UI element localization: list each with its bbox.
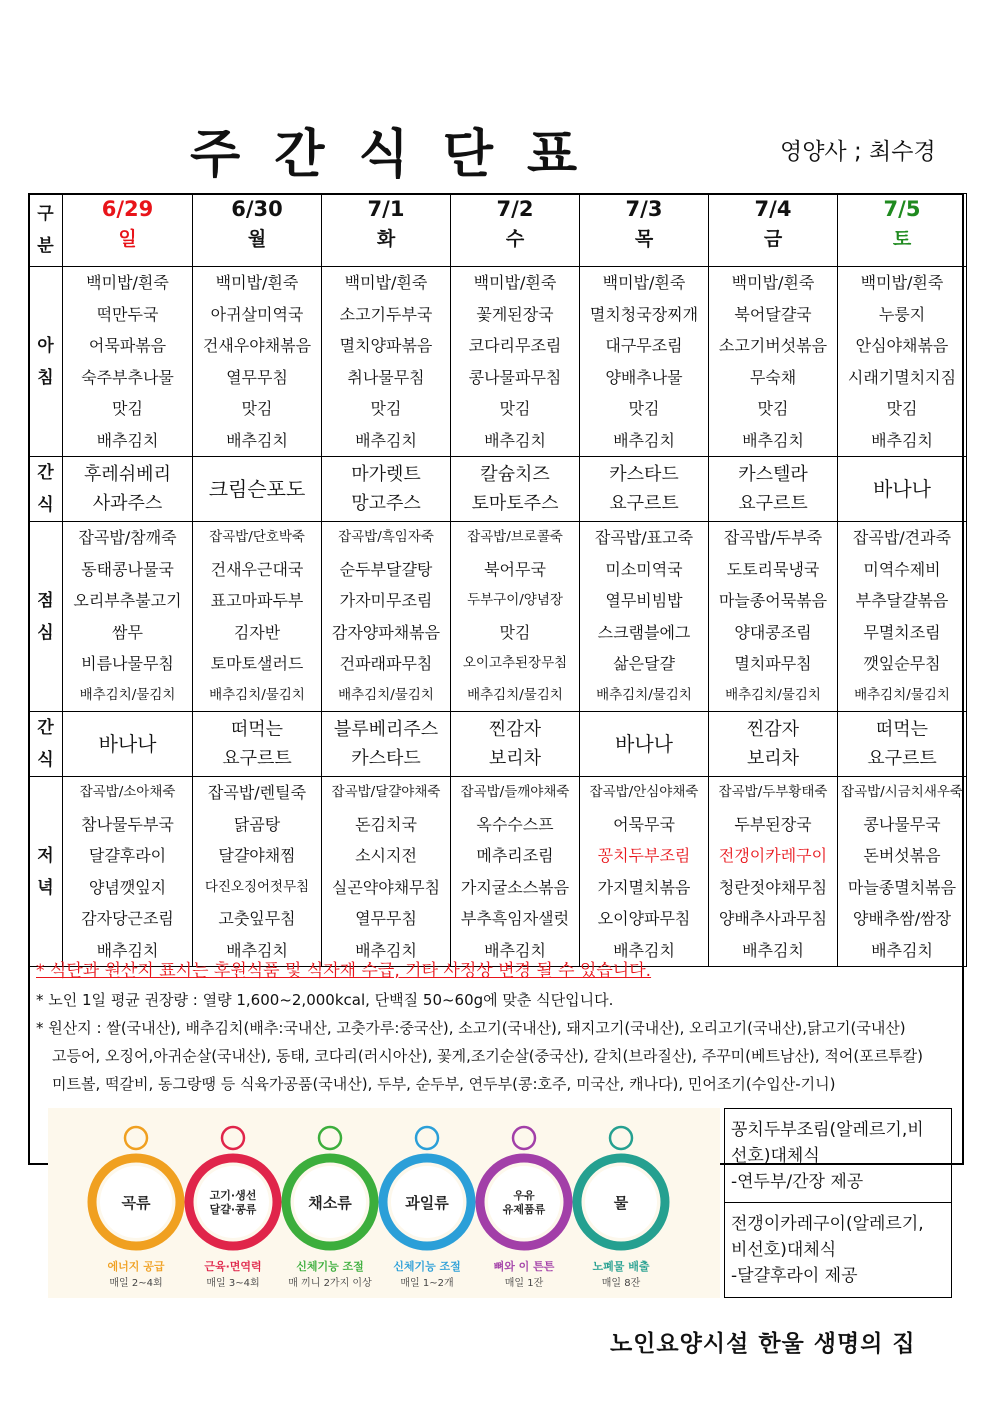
menu-item: 소고기두부국	[339, 304, 433, 324]
menu-item: 배추김치	[484, 940, 546, 960]
menu-item: 전갱이카레구이	[718, 846, 828, 865]
snack-item: 찐감자	[746, 719, 800, 740]
food-group-role: 신체기능 조절	[393, 1260, 461, 1273]
menu-item: 두부된장국	[734, 814, 812, 834]
menu-item: 마늘종어묵볶음	[718, 591, 828, 610]
menu-item: 꽃게된장국	[476, 304, 554, 324]
menu-item: 배추김치	[871, 430, 933, 450]
menu-item: 청란젓야채무침	[718, 877, 828, 897]
menu-item: 스크램블에그	[597, 622, 691, 642]
menu-item: 잡곡밥/참깨죽	[78, 528, 177, 547]
food-group-name: 과일류	[405, 1194, 449, 1212]
food-group-role: 에너지 공급	[107, 1260, 165, 1273]
menu-item: 다진오징어젓무침	[204, 878, 310, 895]
food-group-name: 채소류	[308, 1194, 352, 1212]
snack-item: 요구르트	[222, 748, 292, 769]
menu-item: 김자반	[233, 622, 281, 642]
snack-item: 크림슨포도	[208, 476, 306, 501]
menu-item: 열무무침	[226, 367, 288, 387]
menu-item: 양배추사과무침	[718, 909, 828, 928]
menu-item: 오이양파무침	[597, 909, 691, 928]
menu-item: 숙주부추나물	[81, 367, 174, 387]
menu-item: 돈버섯볶음	[863, 846, 941, 865]
substitute-item-0: 꽁치두부조림(알레르기,비 선호)대체식 -연두부/간장 제공	[725, 1109, 951, 1203]
menu-item: 메추리조림	[476, 846, 554, 865]
food-group-icon	[416, 1127, 438, 1149]
menu-item: 동태콩나물국	[81, 559, 174, 579]
menu-item: 잡곡밥/렌틸죽	[207, 783, 307, 802]
nutrition-note: * 노인 1일 평균 권장량 : 열량 1,600~2,000kcal, 단백질 50~60g에 맞춘 식단입니다.	[36, 991, 614, 1009]
menu-item: 배추김치/물김치	[209, 686, 305, 703]
snack-item: 떠먹는	[875, 719, 929, 740]
menu-item: 오리부추불고기	[73, 591, 182, 610]
day-col-5: 7/4 금	[709, 194, 838, 267]
snack1-label: 간 식	[29, 457, 63, 522]
menu-item: 건새우근대국	[210, 559, 304, 579]
food-group-role: 뼈와 이 튼튼	[493, 1260, 555, 1273]
menu-item: 돈김치국	[355, 814, 417, 834]
menu-item: 잡곡밥/안심야채죽	[589, 784, 699, 800]
food-group-frequency: 매일 3~4회	[206, 1278, 260, 1289]
snack-item: 카스타드	[609, 464, 679, 485]
food-group-role: 신체기능 조절	[296, 1260, 364, 1273]
menu-item: 부추달걀볶음	[855, 591, 949, 610]
menu-item: 배추김치	[226, 940, 288, 960]
food-group-frequency: 매일 1~2개	[400, 1278, 454, 1289]
menu-item: 배추김치/물김치	[338, 686, 434, 703]
menu-item: 북어달걀국	[734, 304, 812, 324]
snack-item: 사과주스	[92, 493, 163, 514]
food-group-disc	[197, 1166, 269, 1238]
food-groups-graphic	[48, 1108, 720, 1298]
menu-item: 코다리무조림	[468, 336, 562, 355]
food-group-name: 물	[613, 1194, 629, 1212]
dinner-label: 저 녁	[29, 777, 63, 967]
menu-item: 감자당근조림	[81, 909, 174, 928]
change-notice: * 식단과 원산지 표시는 후원식품 및 식자재 수급, 기타 사정상 변경 될 수 있습니다.	[36, 961, 652, 981]
substitute-box	[724, 1108, 952, 1298]
snack-item: 바나나	[615, 731, 673, 756]
menu-item: 멸치청국장찌개	[589, 304, 699, 324]
menu-item: 열무무침	[355, 909, 417, 928]
food-group-name: 곡류	[121, 1194, 151, 1212]
menu-item: 배추김치	[226, 430, 288, 450]
menu-item: 잡곡밥/두부황태죽	[718, 784, 828, 800]
food-group-frequency: 매일 1잔	[504, 1278, 544, 1289]
menu-item: 누룽지	[878, 304, 926, 324]
menu-item: 양대콩조림	[734, 622, 812, 642]
origin-note-3: 미트볼, 떡갈비, 동그랑땡 등 식육가공품(국내산), 두부, 순두부, 연두부(콩:호주, 미국산, 캐나다), 민어조기(수입산-기니)	[52, 1075, 836, 1093]
menu-item: 달걀후라이	[88, 846, 167, 865]
menu-item: 배추김치/물김치	[467, 686, 563, 703]
food-groups-figure	[48, 1108, 720, 1298]
menu-item: 건새우야채볶음	[202, 336, 312, 355]
menu-item: 맛김	[628, 399, 660, 418]
snack-item: 보리차	[746, 748, 800, 769]
menu-item: 맛김	[370, 399, 402, 418]
menu-item: 꽁치두부조림	[597, 846, 691, 865]
menu-item: 멸치파무침	[734, 654, 812, 673]
menu-item: 백미밥/흰죽	[602, 273, 686, 292]
menu-item: 아귀살미역국	[210, 304, 304, 324]
menu-item: 맛김	[757, 399, 789, 418]
snack-item: 카스텔라	[738, 464, 808, 485]
menu-item: 삶은달걀	[613, 654, 675, 673]
menu-item: 배추김치/물김치	[854, 686, 950, 703]
food-group-frequency: 매 끼니 2가지 이상	[288, 1278, 372, 1289]
menu-item: 배추김치	[96, 940, 159, 960]
snack-item: 망고주스	[351, 493, 421, 514]
menu-item: 표고마파두부	[210, 591, 304, 610]
menu-item: 백미밥/흰죽	[473, 273, 557, 292]
menu-item: 실곤약야채무침	[331, 877, 441, 897]
menu-item: 비름나물무침	[81, 654, 174, 673]
food-group-icon	[610, 1127, 632, 1149]
menu-item: 배추김치	[96, 430, 159, 450]
menu-item: 두부구이/양념장	[467, 592, 563, 608]
snack-item: 보리차	[488, 748, 542, 769]
menu-item: 배추김치/물김치	[596, 686, 692, 703]
menu-item: 어묵파볶음	[88, 336, 167, 355]
menu-item: 배추김치	[484, 430, 546, 450]
snack2-label: 간 식	[29, 712, 63, 777]
food-group-name: 우유	[513, 1189, 535, 1202]
menu-item: 잡곡밥/흑임자죽	[338, 529, 434, 545]
menu-item: 취나물무침	[347, 367, 425, 387]
food-group-disc	[488, 1166, 560, 1238]
menu-item: 오이고추된장무침	[462, 655, 568, 671]
menu-item: 무숙채	[749, 367, 797, 387]
food-group-name: 달걀·콩류	[209, 1203, 257, 1216]
menu-item: 깻잎순무침	[863, 654, 941, 673]
day-col-6: 7/5 토	[838, 194, 967, 267]
menu-item: 배추김치	[355, 940, 417, 960]
menu-item: 소고기버섯볶음	[718, 336, 828, 355]
menu-item: 양배추나물	[605, 367, 683, 387]
snack-item: 마가렛트	[351, 464, 421, 485]
menu-item: 맛김	[112, 399, 143, 418]
menu-item: 잡곡밥/소아채죽	[79, 784, 176, 800]
menu-item: 가지굴소스볶음	[460, 877, 570, 897]
day-col-1: 6/30 월	[193, 194, 322, 267]
menu-item: 잡곡밥/달걀야채죽	[331, 784, 441, 800]
snack-item: 요구르트	[867, 748, 937, 769]
menu-item: 감자양파채볶음	[331, 622, 441, 642]
menu-item: 백미밥/흰죽	[215, 273, 299, 292]
food-group-icon	[319, 1127, 341, 1149]
menu-item: 맛김	[499, 399, 531, 418]
menu-item: 마늘종멸치볶음	[847, 877, 957, 897]
day-col-4: 7/3 목	[580, 194, 709, 267]
menu-item: 배추김치	[613, 940, 675, 960]
dietitian: 영양사 ; 최수경	[780, 139, 936, 165]
menu-item: 대구무조림	[605, 336, 683, 355]
menu-item: 백미밥/흰죽	[86, 273, 169, 292]
food-group-frequency: 매일 2~4회	[109, 1278, 163, 1289]
menu-item: 백미밥/흰죽	[860, 273, 944, 292]
lunch-label: 점 심	[29, 522, 63, 712]
menu-item: 토마토샐러드	[210, 654, 304, 673]
day-col-3: 7/2 수	[451, 194, 580, 267]
menu-item: 무멸치조림	[863, 622, 941, 642]
menu-item: 잡곡밥/단호박죽	[209, 529, 305, 545]
menu-item: 미역수제비	[863, 559, 941, 579]
origin-note-2: 고등어, 오징어,아귀순살(국내산), 동태, 코다리(러시아산), 꽃게,조기순살(중국산), 갈치(브라질산), 주꾸미(베트남산), 적어(포르투칼)	[52, 1047, 924, 1065]
menu-item: 안심야채볶음	[855, 336, 949, 355]
menu-item: 멸치양파볶음	[339, 336, 433, 355]
notes	[36, 956, 956, 1098]
snack-item: 요구르트	[609, 493, 679, 514]
menu-item: 건파래파무침	[339, 654, 433, 673]
breakfast-label: 아 침	[29, 267, 63, 457]
menu-item: 배추김치/물김치	[725, 686, 821, 703]
menu-item: 잡곡밥/표고죽	[594, 528, 694, 547]
menu-item: 맛김	[886, 399, 918, 418]
menu-item: 쌈무	[112, 622, 143, 642]
menu-item: 옥수수스프	[476, 814, 554, 834]
food-group-icon	[513, 1127, 535, 1149]
facility-name: 노인요양시설 한울 생명의 집	[610, 1331, 916, 1357]
menu-item: 떡만두국	[96, 304, 159, 324]
menu-item: 참나물두부국	[81, 814, 174, 834]
header-label: 구 분	[29, 194, 63, 267]
snack-item: 토마토주스	[471, 493, 559, 514]
snack-item: 블루베리주스	[333, 719, 439, 740]
snack-item: 찐감자	[488, 719, 542, 740]
menu-item: 백미밥/흰죽	[344, 273, 428, 292]
origin-note-1: * 원산지 : 쌀(국내산), 배추김치(배추:국내산, 고춧가루:중국산), 소고기(국내산), 돼지고기(국내산), 오리고기(국내산),닭고기(국내산)	[36, 1019, 906, 1037]
menu-item: 양념깻잎지	[88, 877, 167, 897]
menu-item: 잡곡밥/견과죽	[852, 528, 952, 547]
menu-item: 닭곰탕	[233, 814, 281, 834]
menu-item: 순두부달걀탕	[339, 559, 433, 579]
menu-item: 소시지전	[355, 846, 417, 865]
food-group-name: 고기·생선	[209, 1189, 257, 1202]
menu-item: 배추김치/물김치	[79, 686, 176, 703]
page-title: 주간식단표	[190, 125, 612, 185]
snack-item: 바나나	[873, 476, 931, 501]
menu-item: 어묵무국	[613, 814, 675, 834]
menu-item: 북어무국	[484, 559, 546, 579]
snack-item: 바나나	[98, 731, 157, 756]
menu-item: 잡곡밥/브로콜죽	[467, 529, 563, 545]
menu-item: 백미밥/흰죽	[731, 273, 815, 292]
food-group-frequency: 매일 8잔	[601, 1278, 641, 1289]
food-group-name: 유제품류	[502, 1203, 546, 1216]
snack-item: 떠먹는	[230, 719, 284, 740]
menu-item: 잡곡밥/두부죽	[723, 528, 823, 547]
menu-item: 콩나물무국	[863, 814, 941, 834]
snack-item: 카스타드	[351, 748, 421, 769]
menu-item: 열무비빔밥	[605, 591, 683, 610]
snack-item: 요구르트	[738, 493, 808, 514]
menu-item: 시래기멸치지짐	[847, 367, 957, 387]
menu-item: 잡곡밥/들깨야채죽	[460, 784, 570, 800]
menu-item: 가지멸치볶음	[597, 877, 691, 897]
food-group-role: 근육·면역력	[204, 1260, 262, 1273]
menu-item: 배추김치	[871, 940, 933, 960]
menu-item: 잡곡밥/시금치새우죽	[841, 784, 963, 800]
menu-item: 양배추쌈/쌈장	[852, 909, 952, 928]
menu-item: 맛김	[241, 399, 273, 418]
menu-item: 가자미무조림	[339, 591, 433, 610]
menu-item: 부추흑임자샐럿	[460, 909, 570, 928]
menu-item: 배추김치	[742, 940, 804, 960]
menu-item: 미소미역국	[605, 559, 683, 579]
snack-item: 칼슘치즈	[480, 464, 550, 485]
food-group-role: 노폐물 배출	[592, 1260, 650, 1273]
day-col-2: 7/1 화	[322, 194, 451, 267]
menu-item: 도토리묵냉국	[726, 559, 820, 579]
menu-item: 배추김치	[355, 430, 417, 450]
menu-item: 맛김	[499, 622, 531, 642]
menu-item: 배추김치	[742, 430, 804, 450]
food-group-icon	[222, 1127, 244, 1149]
menu-item: 콩나물파무침	[468, 367, 562, 387]
food-group-icon	[125, 1127, 147, 1149]
day-col-0: 6/29 일	[63, 194, 193, 267]
menu-item: 배추김치	[613, 430, 675, 450]
menu-item: 고춧잎무침	[218, 909, 296, 928]
substitute-item-1: 전갱이카레구이(알레르기, 비선호)대체식 -달걀후라이 제공	[731, 1214, 924, 1286]
snack-item: 후레쉬베리	[84, 464, 171, 485]
menu-item: 달걀야채찜	[218, 846, 296, 865]
